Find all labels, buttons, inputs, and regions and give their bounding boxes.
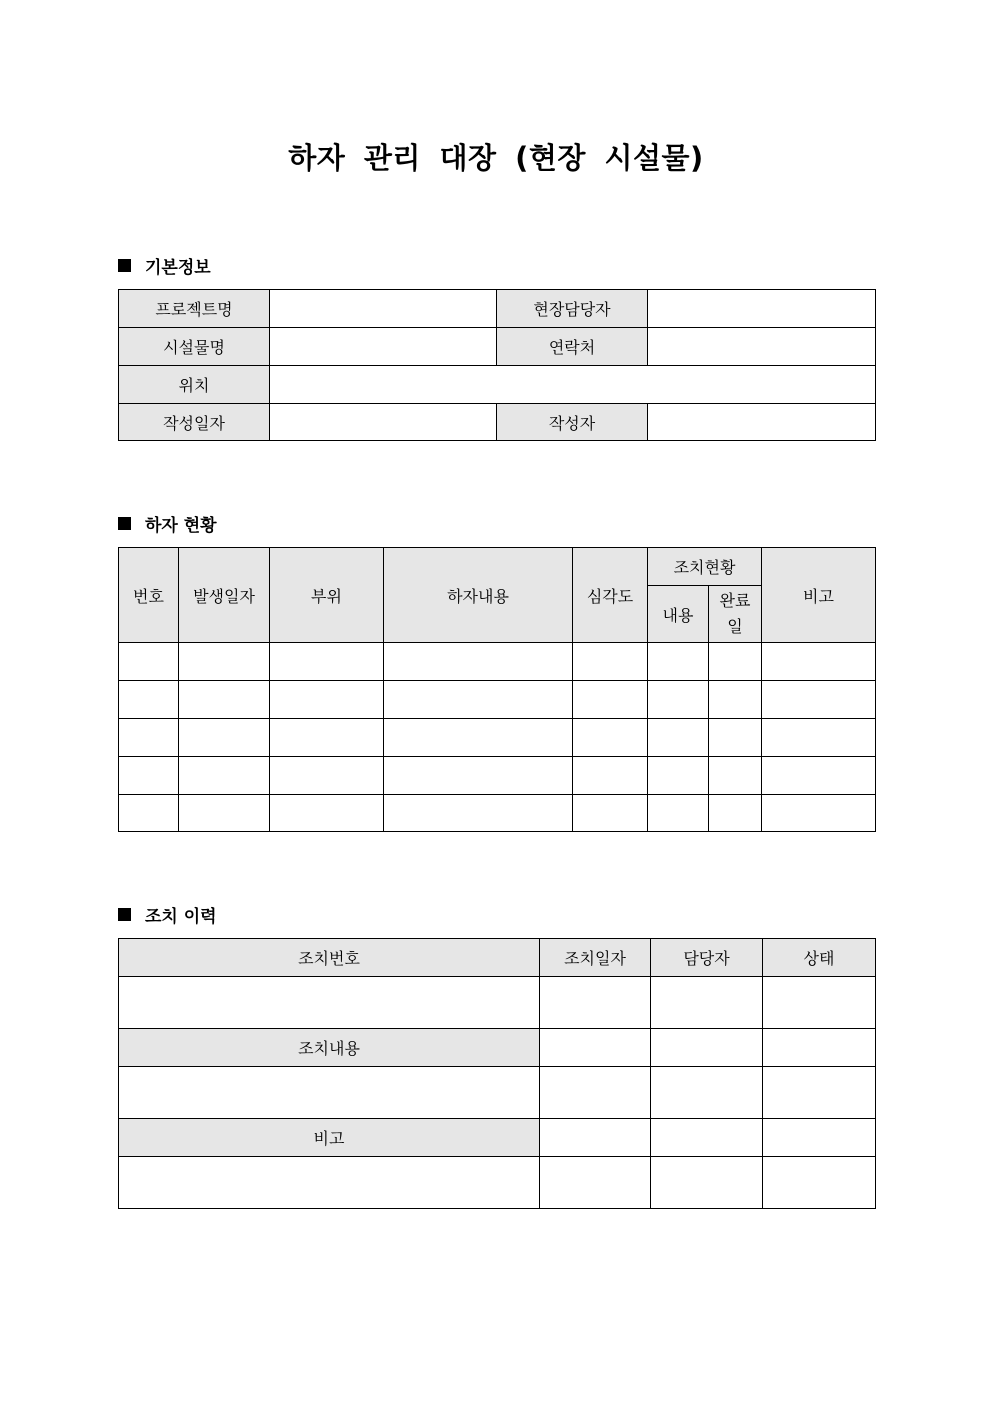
col-header-action-number: 조치번호 bbox=[119, 939, 540, 977]
cell-part[interactable] bbox=[270, 643, 384, 681]
cell-person-in-charge[interactable] bbox=[651, 1157, 763, 1209]
cell-remarks[interactable] bbox=[762, 795, 876, 832]
col-header-content: 내용 bbox=[648, 586, 709, 643]
square-bullet-icon bbox=[118, 908, 131, 921]
col-header-action-status: 조치현황 bbox=[648, 548, 762, 586]
cell-remarks[interactable] bbox=[762, 757, 876, 795]
date-written-field[interactable] bbox=[270, 404, 497, 441]
location-label: 위치 bbox=[119, 366, 270, 404]
cell-completion-date[interactable] bbox=[709, 719, 762, 757]
defect-status-table bbox=[118, 547, 876, 832]
writer-field[interactable] bbox=[648, 404, 876, 441]
cell-status[interactable] bbox=[763, 1029, 876, 1067]
cell-content[interactable] bbox=[648, 643, 709, 681]
cell-severity[interactable] bbox=[573, 643, 648, 681]
writer-label: 작성자 bbox=[497, 404, 648, 441]
facility-name-label: 시설물명 bbox=[119, 328, 270, 366]
remarks-field[interactable] bbox=[119, 1157, 540, 1209]
cell-completion-date[interactable] bbox=[709, 795, 762, 832]
col-header-action-date: 조치일자 bbox=[540, 939, 651, 977]
cell-person-in-charge[interactable] bbox=[651, 1029, 763, 1067]
cell-action-date[interactable] bbox=[540, 1029, 651, 1067]
cell-part[interactable] bbox=[270, 719, 384, 757]
cell-content[interactable] bbox=[648, 719, 709, 757]
table-row bbox=[119, 757, 876, 795]
cell-occurrence-date[interactable] bbox=[179, 643, 270, 681]
table-header-row bbox=[119, 939, 876, 977]
cell-number[interactable] bbox=[119, 681, 179, 719]
table-row bbox=[119, 719, 876, 757]
project-name-label: 프로젝트명 bbox=[119, 290, 270, 328]
completion-date-line1: 완료 bbox=[719, 591, 751, 610]
cell-part[interactable] bbox=[270, 757, 384, 795]
cell-number[interactable] bbox=[119, 795, 179, 832]
col-header-occurrence-date: 발생일자 bbox=[179, 548, 270, 643]
table-row bbox=[119, 328, 876, 366]
action-content-label: 조치내용 bbox=[119, 1029, 540, 1067]
action-content-field[interactable] bbox=[119, 1067, 540, 1119]
col-header-severity: 심각도 bbox=[573, 548, 648, 643]
contact-label: 연락처 bbox=[497, 328, 648, 366]
cell-content[interactable] bbox=[648, 795, 709, 832]
table-header-row bbox=[119, 548, 876, 586]
col-header-part: 부위 bbox=[270, 548, 384, 643]
col-header-status: 상태 bbox=[763, 939, 876, 977]
cell-remarks[interactable] bbox=[762, 643, 876, 681]
cell-severity[interactable] bbox=[573, 757, 648, 795]
table-row bbox=[119, 366, 876, 404]
cell-number[interactable] bbox=[119, 719, 179, 757]
cell-person-in-charge[interactable] bbox=[651, 1067, 763, 1119]
cell-number[interactable] bbox=[119, 757, 179, 795]
site-manager-label: 현장담당자 bbox=[497, 290, 648, 328]
cell-number[interactable] bbox=[119, 643, 179, 681]
cell-content[interactable] bbox=[648, 757, 709, 795]
cell-part[interactable] bbox=[270, 681, 384, 719]
basic-info-table bbox=[118, 289, 876, 441]
col-header-person-in-charge: 담당자 bbox=[651, 939, 763, 977]
square-bullet-icon bbox=[118, 517, 131, 530]
cell-remarks[interactable] bbox=[762, 681, 876, 719]
remarks-label: 비고 bbox=[119, 1119, 540, 1157]
cell-defect-content[interactable] bbox=[384, 719, 573, 757]
cell-defect-content[interactable] bbox=[384, 681, 573, 719]
cell-remarks[interactable] bbox=[762, 719, 876, 757]
cell-severity[interactable] bbox=[573, 795, 648, 832]
action-history-table bbox=[118, 938, 876, 1209]
completion-date-line2: 일 bbox=[727, 617, 743, 636]
cell-content[interactable] bbox=[648, 681, 709, 719]
cell-status[interactable] bbox=[763, 1067, 876, 1119]
col-header-defect-content: 하자내용 bbox=[384, 548, 573, 643]
square-bullet-icon bbox=[118, 259, 131, 272]
cell-severity[interactable] bbox=[573, 681, 648, 719]
page-title: 하자 관리 대장 (현장 시설물) bbox=[288, 141, 704, 175]
col-header-remarks: 비고 bbox=[762, 548, 876, 643]
table-row bbox=[119, 290, 876, 328]
table-row bbox=[119, 795, 876, 832]
cell-action-date[interactable] bbox=[540, 1067, 651, 1119]
project-name-field[interactable] bbox=[270, 290, 497, 328]
location-field[interactable] bbox=[270, 366, 876, 404]
section-heading-text: 조치 이력 bbox=[145, 907, 217, 927]
cell-occurrence-date[interactable] bbox=[179, 719, 270, 757]
cell-status[interactable] bbox=[763, 977, 876, 1029]
cell-completion-date[interactable] bbox=[709, 681, 762, 719]
cell-occurrence-date[interactable] bbox=[179, 681, 270, 719]
col-header-number: 번호 bbox=[119, 548, 179, 643]
cell-action-date[interactable] bbox=[540, 977, 651, 1029]
cell-completion-date[interactable] bbox=[709, 643, 762, 681]
site-manager-field[interactable] bbox=[648, 290, 876, 328]
cell-defect-content[interactable] bbox=[384, 643, 573, 681]
date-written-label: 작성일자 bbox=[119, 404, 270, 441]
table-row bbox=[119, 1029, 876, 1067]
cell-part[interactable] bbox=[270, 795, 384, 832]
table-row bbox=[119, 681, 876, 719]
cell-severity[interactable] bbox=[573, 719, 648, 757]
section-heading-text: 기본정보 bbox=[145, 258, 211, 278]
table-row bbox=[119, 404, 876, 441]
table-row bbox=[119, 1067, 876, 1119]
section-heading-action-history bbox=[118, 902, 217, 927]
section-heading-defect-status bbox=[118, 511, 217, 536]
table-row bbox=[119, 1119, 876, 1157]
table-row bbox=[119, 643, 876, 681]
contact-field[interactable] bbox=[648, 328, 876, 366]
section-heading-text: 하자 현황 bbox=[145, 516, 217, 536]
table-row bbox=[119, 977, 876, 1029]
facility-name-field[interactable] bbox=[270, 328, 497, 366]
cell-person-in-charge[interactable] bbox=[651, 1119, 763, 1157]
cell-action-date[interactable] bbox=[540, 1157, 651, 1209]
action-number-field[interactable] bbox=[119, 977, 540, 1029]
cell-status[interactable] bbox=[763, 1157, 876, 1209]
table-row bbox=[119, 1157, 876, 1209]
cell-occurrence-date[interactable] bbox=[179, 757, 270, 795]
cell-completion-date[interactable] bbox=[709, 757, 762, 795]
section-heading-basic-info bbox=[118, 253, 211, 278]
cell-defect-content[interactable] bbox=[384, 757, 573, 795]
cell-person-in-charge[interactable] bbox=[651, 977, 763, 1029]
cell-action-date[interactable] bbox=[540, 1119, 651, 1157]
cell-defect-content[interactable] bbox=[384, 795, 573, 832]
cell-status[interactable] bbox=[763, 1119, 876, 1157]
cell-occurrence-date[interactable] bbox=[179, 795, 270, 832]
col-header-completion-date bbox=[709, 586, 762, 643]
